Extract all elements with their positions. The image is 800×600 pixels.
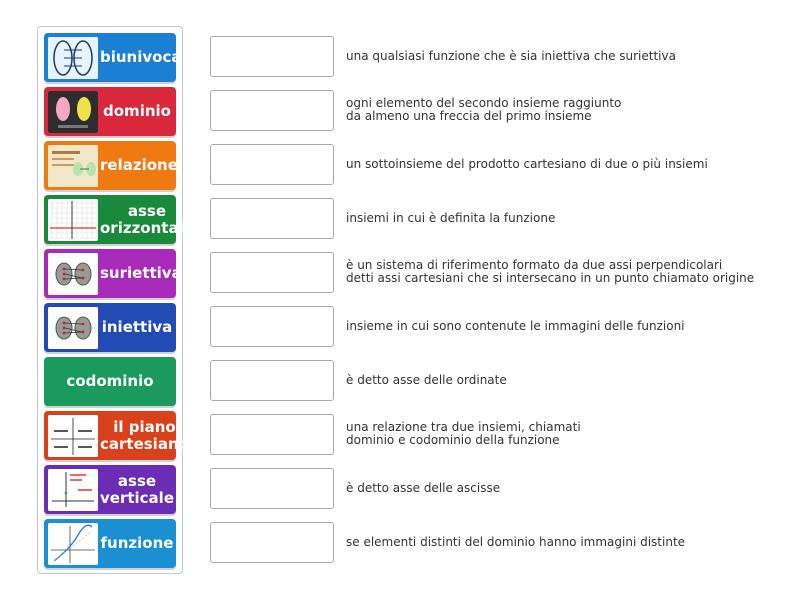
description-text: è detto asse delle ascisse bbox=[346, 480, 501, 495]
tile-label: biunivoca bbox=[100, 48, 182, 66]
drop-slot[interactable] bbox=[210, 360, 334, 401]
tile-label: funzione bbox=[100, 534, 174, 552]
drop-slot[interactable] bbox=[210, 36, 334, 77]
drop-slot[interactable] bbox=[210, 90, 334, 131]
description-text: un sottoinsieme del prodotto cartesiano di due o più insiemi bbox=[346, 156, 708, 171]
tile-label: asse orizzontale bbox=[100, 201, 194, 237]
drop-slot[interactable] bbox=[210, 144, 334, 185]
tile-label: il piano cartesiano bbox=[100, 417, 189, 453]
tile-biunivoca[interactable] bbox=[44, 33, 182, 82]
two-sets-arrows-icon bbox=[48, 37, 98, 79]
surjective-sets-icon bbox=[48, 253, 98, 295]
description-text: insiemi in cui è definita la funzione bbox=[346, 210, 556, 225]
description-text: una relazione tra due insiemi, chiamati dominio e codominio della funzione bbox=[346, 420, 581, 447]
description-text: è un sistema di riferimento formato da due assi perpendicolari detti assi cartesiani che si intersecano in un punto chiamato origine bbox=[346, 258, 755, 285]
drop-slot[interactable] bbox=[210, 252, 334, 293]
drop-slot[interactable] bbox=[210, 468, 334, 509]
answer-bank bbox=[37, 26, 194, 574]
vertical-axis-graph-icon bbox=[48, 469, 98, 511]
function-graph-icon bbox=[48, 523, 98, 565]
description-text: una qualsiasi funzione che è sia iniettiva che suriettiva bbox=[346, 48, 676, 63]
description-text: se elementi distinti del dominio hanno immagini distinte bbox=[346, 534, 686, 549]
description-text: insieme in cui sono contenute le immagini delle funzioni bbox=[346, 318, 685, 333]
tile-asse-orizzontale[interactable] bbox=[44, 195, 194, 244]
tile-label: iniettiva bbox=[101, 318, 173, 336]
description-text: è detto asse delle ordinate bbox=[346, 372, 507, 387]
tile-dominio[interactable] bbox=[44, 87, 176, 136]
tile-label: asse verticale bbox=[100, 471, 174, 507]
relation-diagram-icon bbox=[48, 145, 98, 187]
tile-label: codominio bbox=[66, 372, 154, 390]
tile-label: suriettiva bbox=[100, 264, 182, 282]
sets-photo-icon bbox=[48, 91, 98, 133]
tile-iniettiva[interactable] bbox=[44, 303, 176, 352]
description-text: ogni elemento del secondo insieme raggiunto da almeno una freccia del primo insieme bbox=[346, 96, 622, 123]
tile-relazione[interactable] bbox=[44, 141, 176, 190]
tile-codominio[interactable] bbox=[44, 357, 176, 406]
drop-slot[interactable] bbox=[210, 306, 334, 347]
tile-il-piano-cartesiano[interactable] bbox=[44, 411, 189, 460]
drop-slot[interactable] bbox=[210, 522, 334, 563]
cartesian-quadrants-icon bbox=[48, 415, 98, 457]
grid-graph-icon bbox=[48, 199, 98, 241]
tile-suriettiva[interactable] bbox=[44, 249, 182, 298]
tile-label: dominio bbox=[103, 102, 171, 120]
tile-label: relazione bbox=[100, 156, 178, 174]
tile-asse-verticale[interactable] bbox=[44, 465, 176, 514]
tile-funzione[interactable] bbox=[44, 519, 176, 568]
drop-slot[interactable] bbox=[210, 414, 334, 455]
drop-slot[interactable] bbox=[210, 198, 334, 239]
injective-sets-icon bbox=[48, 307, 98, 349]
